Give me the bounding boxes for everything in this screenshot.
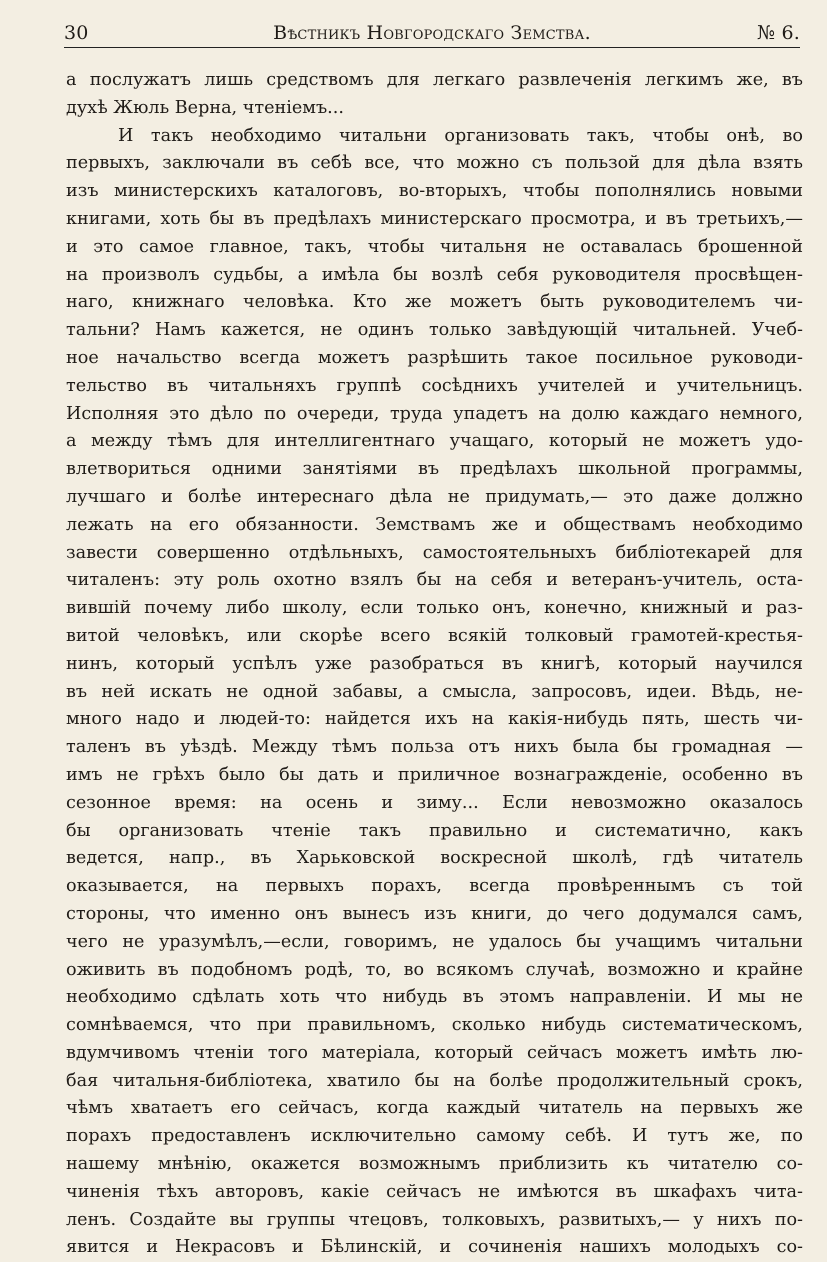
text-line: лежать на его обязанности. Земствамъ же и обществамъ необходимо	[66, 514, 803, 535]
text-line: стороны, что именно онъ вынесъ изъ книги, до чего додумался самъ,	[66, 903, 803, 924]
body-text	[66, 67, 803, 1262]
text-line: на произволъ судьбы, а имѣла бы возлѣ себя руководителя просвѣщен-	[66, 264, 803, 285]
text-line: завести совершенно отдѣльныхъ, самостоятельныхъ библіотекарей для	[66, 542, 803, 563]
text-line: тельство въ читальняхъ группѣ сосѣднихъ учителей и учительницъ.	[66, 375, 803, 396]
text-line: а между тѣмъ для интеллигентнаго учащаго, который не можетъ удо-	[66, 431, 803, 452]
header-rule	[64, 47, 800, 48]
text-line: тальни? Намъ кажется, не одинъ только завѣдующій читальней. Учеб-	[66, 320, 803, 341]
text-line: а послужатъ лишь средствомъ для легкаго развлеченія легкимъ же, въ	[66, 70, 803, 90]
text-line: изъ министерскихъ каталоговъ, во-вторыхъ, чтобы пополнялись новыми	[66, 181, 803, 202]
text-line: лучшаго и болѣе интереснаго дѣла не придумать,— это даже должно	[66, 486, 803, 507]
text-line: чего не уразумѣлъ,—если, говоримъ, не удалось бы учащимъ читальни	[66, 931, 803, 952]
text-line: сезонное время: на осень и зиму... Если невозможно оказалось	[66, 792, 803, 813]
text-line: имъ не грѣхъ было бы дать и приличное вознагражденіе, особенно въ	[66, 764, 803, 785]
text-line: явится и Некрасовъ и Бѣлинскій, и сочиненія нашихъ молодыхъ со-	[66, 1237, 803, 1258]
text-line: бы организовать чтеніе такъ правильно и систематично, какъ	[66, 820, 803, 841]
text-line: И такъ необходимо читальни организовать такъ, чтобы онѣ, во	[118, 125, 803, 146]
text-line: ленъ. Создайте вы группы чтецовъ, толковыхъ, развитыхъ,— у нихъ по-	[66, 1209, 803, 1230]
text-line: влетвориться одними занятіями въ предѣлахъ школьной программы,	[66, 459, 803, 480]
text-line: бая читальня-библіотека, хватило бы на болѣе продолжительный срокъ,	[66, 1070, 803, 1091]
text-line: оживить въ подобномъ родѣ, то, во всякомъ случаѣ, возможно и крайне	[66, 959, 803, 980]
text-line: сомнѣваемся, что при правильномъ, сколько нибудь систематическомъ,	[66, 1015, 803, 1036]
text-line: первыхъ, заключали въ себѣ все, что можно съ пользой для дѣла взять	[66, 153, 803, 174]
text-line: ное начальство всегда можетъ разрѣшить такое посильное руководи-	[66, 347, 803, 368]
text-line: и это самое главное, такъ, чтобы читальня не оставалась брошенной	[66, 236, 803, 257]
text-line: вдумчивомъ чтеніи того матеріала, который сейчасъ можетъ имѣть лю-	[66, 1042, 803, 1063]
text-line: вившій почему либо школу, если только онъ, конечно, книжный и раз-	[66, 598, 803, 619]
text-line: порахъ предоставленъ исключительно самому себѣ. И тутъ же, по	[66, 1126, 803, 1147]
page-header	[64, 22, 800, 48]
text-line: нинъ, который успѣлъ уже разобраться въ книгѣ, который научился	[66, 653, 803, 674]
text-line: таленъ въ уѣздѣ. Между тѣмъ польза отъ нихъ была бы громадная —	[66, 737, 803, 758]
text-line: книгами, хоть бы въ предѣлахъ министерскаго просмотра, и въ третьихъ,—	[66, 208, 803, 229]
text-line: нашему мнѣнію, окажется возможнымъ приблизить къ читателю со-	[66, 1154, 803, 1175]
text-line: духѣ Жюль Верна, чтеніемъ...	[66, 97, 344, 118]
text-line: необходимо сдѣлать хоть что нибудь въ этомъ направленіи. И мы не	[66, 987, 803, 1008]
text-line: въ ней искать не одной забавы, а смысла, запросовъ, идеи. Вѣдь, не-	[66, 681, 803, 702]
text-line: чиненія тѣхъ авторовъ, какіе сейчасъ не имѣются въ шкафахъ чита-	[66, 1181, 803, 1202]
text-line: оказывается, на первыхъ порахъ, всегда провѣреннымъ съ той	[66, 876, 803, 897]
issue-number: № 6.	[757, 22, 800, 44]
page-number: 30	[64, 22, 89, 44]
text-line: Исполняя это дѣло по очереди, труда упадетъ на долю каждаго немного,	[66, 403, 803, 424]
text-line: чѣмъ хватаетъ его сейчасъ, когда каждый читатель на первыхъ же	[66, 1098, 803, 1119]
text-line: наго, книжнаго человѣка. Кто же можетъ быть руководителемъ чи-	[66, 292, 803, 313]
text-line: много надо и людей-то: найдется ихъ на какія-нибудь пять, шесть чи-	[66, 709, 803, 730]
text-line: читаленъ: эту роль охотно взялъ бы на себя и ветеранъ-учитель, оста-	[66, 570, 803, 591]
text-line: витой человѣкъ, или скорѣе всего всякій толковый грамотей-крестья-	[66, 625, 803, 646]
journal-title: Вѣстникъ Новгородскаго Земства.	[273, 22, 591, 44]
text-line: ведется, напр., въ Харьковской воскресной школѣ, гдѣ читатель	[66, 848, 803, 869]
